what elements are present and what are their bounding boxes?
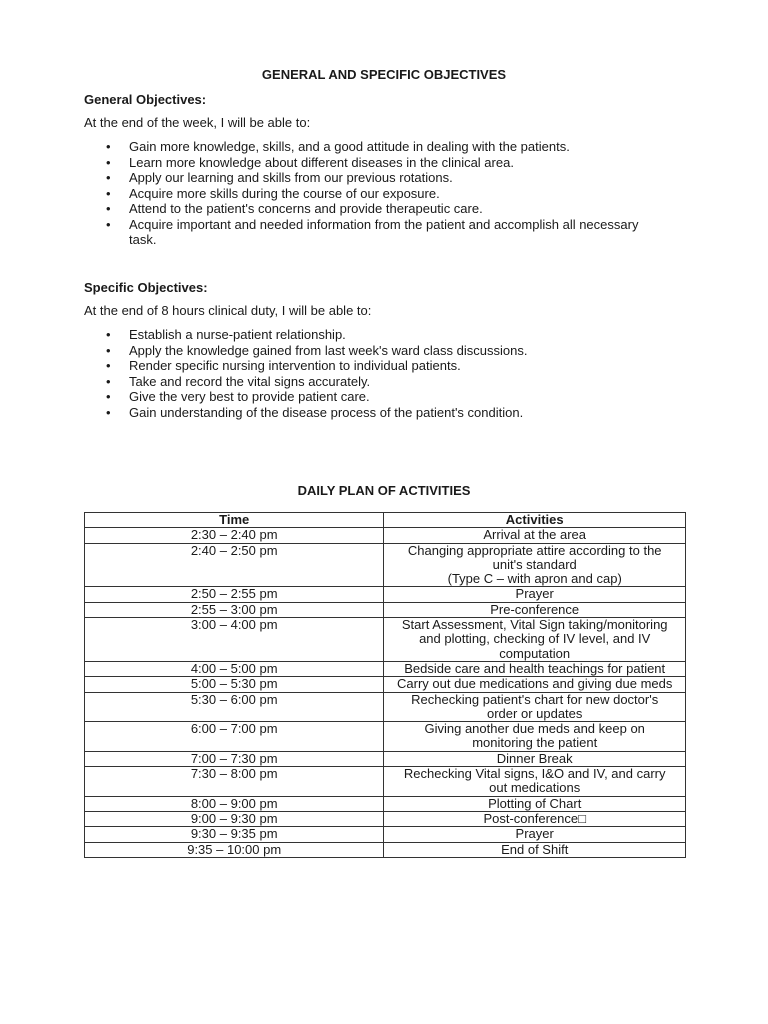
bullet-icon: • [106, 185, 111, 201]
list-item-text: Gain more knowledge, skills, and a good attitude in dealing with the patients. [129, 139, 570, 154]
activity-cell: Start Assessment, Vital Sign taking/monitoring and plotting, checking of IV level, and IV computation [384, 618, 686, 662]
bullet-icon: • [106, 342, 111, 358]
list-item [84, 343, 664, 359]
list-item [84, 186, 664, 202]
bullet-icon: • [106, 170, 111, 185]
time-cell: 5:00 – 5:30 pm [85, 677, 384, 692]
bullet-icon: • [106, 154, 111, 170]
list-item [84, 405, 664, 421]
list-item-text: Establish a nurse-patient relationship. [129, 327, 346, 342]
general-objectives-intro: At the end of the week, I will be able to: [84, 115, 311, 130]
table-row [85, 722, 686, 752]
time-cell: 9:00 – 9:30 pm [85, 811, 384, 826]
time-cell: 6:00 – 7:00 pm [85, 722, 384, 752]
list-item-text: Learn more knowledge about different diseases in the clinical area. [129, 154, 514, 170]
general-objectives-list [84, 139, 664, 248]
activity-cell: Bedside care and health teachings for patient [384, 661, 686, 676]
time-cell: 9:30 – 9:35 pm [85, 827, 384, 842]
daily-plan-title: DAILY PLAN OF ACTIVITIES [297, 483, 471, 498]
list-item-text: Render specific nursing intervention to individual patients. [129, 358, 461, 373]
list-item-text: Attend to the patient's concerns and provide therapeutic care. [129, 201, 483, 216]
table-row [85, 587, 686, 602]
activity-cell: Rechecking patient's chart for new doctor's order or updates [384, 692, 686, 722]
table-row [85, 751, 686, 766]
table-row [85, 543, 686, 587]
time-cell: 2:55 – 3:00 pm [85, 602, 384, 617]
list-item [84, 139, 664, 155]
list-item [84, 155, 664, 171]
specific-objectives-heading: Specific Objectives: [84, 280, 208, 295]
table-row [85, 618, 686, 662]
table-row [85, 677, 686, 692]
time-cell: 2:30 – 2:40 pm [85, 528, 384, 543]
list-item-text: Apply our learning and skills from our previous rotations. [129, 170, 453, 185]
activity-cell: Rechecking Vital signs, I&O and IV, and carry out medications [384, 767, 686, 797]
table-row [85, 602, 686, 617]
table-row [85, 528, 686, 543]
list-item [84, 358, 664, 374]
bullet-icon: • [106, 327, 111, 342]
activity-cell: Dinner Break [384, 751, 686, 766]
table-row [85, 661, 686, 676]
bullet-icon: • [106, 373, 111, 389]
list-item [84, 327, 664, 343]
bullet-icon: • [106, 358, 111, 373]
daily-plan-table [84, 512, 686, 858]
list-item [84, 217, 664, 248]
document-title: GENERAL AND SPECIFIC OBJECTIVES [261, 67, 507, 82]
time-cell: 5:30 – 6:00 pm [85, 692, 384, 722]
bullet-icon: • [106, 216, 111, 232]
list-item-text: Give the very best to provide patient care. [129, 389, 370, 404]
list-item-text: Apply the knowledge gained from last week's ward class discussions. [129, 342, 528, 358]
activity-cell: Post-conference□ [384, 811, 686, 826]
table-row [85, 767, 686, 797]
time-column-header: Time [85, 513, 384, 528]
bullet-icon: • [106, 389, 111, 404]
time-cell: 9:35 – 10:00 pm [85, 842, 384, 857]
bullet-icon: • [106, 139, 111, 154]
list-item [84, 389, 664, 405]
list-item-text: Acquire more skills during the course of our exposure. [129, 185, 440, 201]
activity-cell: Arrival at the area [384, 528, 686, 543]
time-cell: 7:00 – 7:30 pm [85, 751, 384, 766]
table-row [85, 827, 686, 842]
time-cell: 7:30 – 8:00 pm [85, 767, 384, 797]
specific-objectives-list [84, 327, 664, 420]
activity-cell: Prayer [384, 827, 686, 842]
bullet-icon: • [106, 201, 111, 216]
table-row [85, 796, 686, 811]
time-cell: 2:50 – 2:55 pm [85, 587, 384, 602]
list-item [84, 201, 664, 217]
list-item [84, 374, 664, 390]
time-cell: 4:00 – 5:00 pm [85, 661, 384, 676]
table-header-row [85, 513, 686, 528]
list-item [84, 170, 664, 186]
activity-cell: End of Shift [384, 842, 686, 857]
list-item-text: Take and record the vital signs accurately. [129, 373, 371, 389]
general-objectives-heading: General Objectives: [84, 92, 207, 107]
table-row [85, 692, 686, 722]
activity-cell: Pre-conference [384, 602, 686, 617]
bullet-icon: • [106, 404, 111, 420]
table-row [85, 842, 686, 857]
time-cell: 3:00 – 4:00 pm [85, 618, 384, 662]
list-item-text: Gain understanding of the disease process of the patient's condition. [129, 404, 524, 420]
activity-cell: Plotting of Chart [384, 796, 686, 811]
activity-cell: Carry out due medications and giving due meds [384, 677, 686, 692]
activity-cell: Prayer [384, 587, 686, 602]
activity-cell: Changing appropriate attire according to the unit's standard (Type C – with apron and cap) [384, 543, 686, 587]
time-cell: 8:00 – 9:00 pm [85, 796, 384, 811]
activity-cell: Giving another due meds and keep on monitoring the patient [384, 722, 686, 752]
activities-column-header: Activities [384, 513, 686, 528]
list-item-text: Acquire important and needed information from the patient and accomplish all necessary task. [129, 216, 639, 247]
specific-objectives-intro: At the end of 8 hours clinical duty, I will be able to: [84, 303, 372, 318]
table-row [85, 811, 686, 826]
time-cell: 2:40 – 2:50 pm [85, 543, 384, 587]
